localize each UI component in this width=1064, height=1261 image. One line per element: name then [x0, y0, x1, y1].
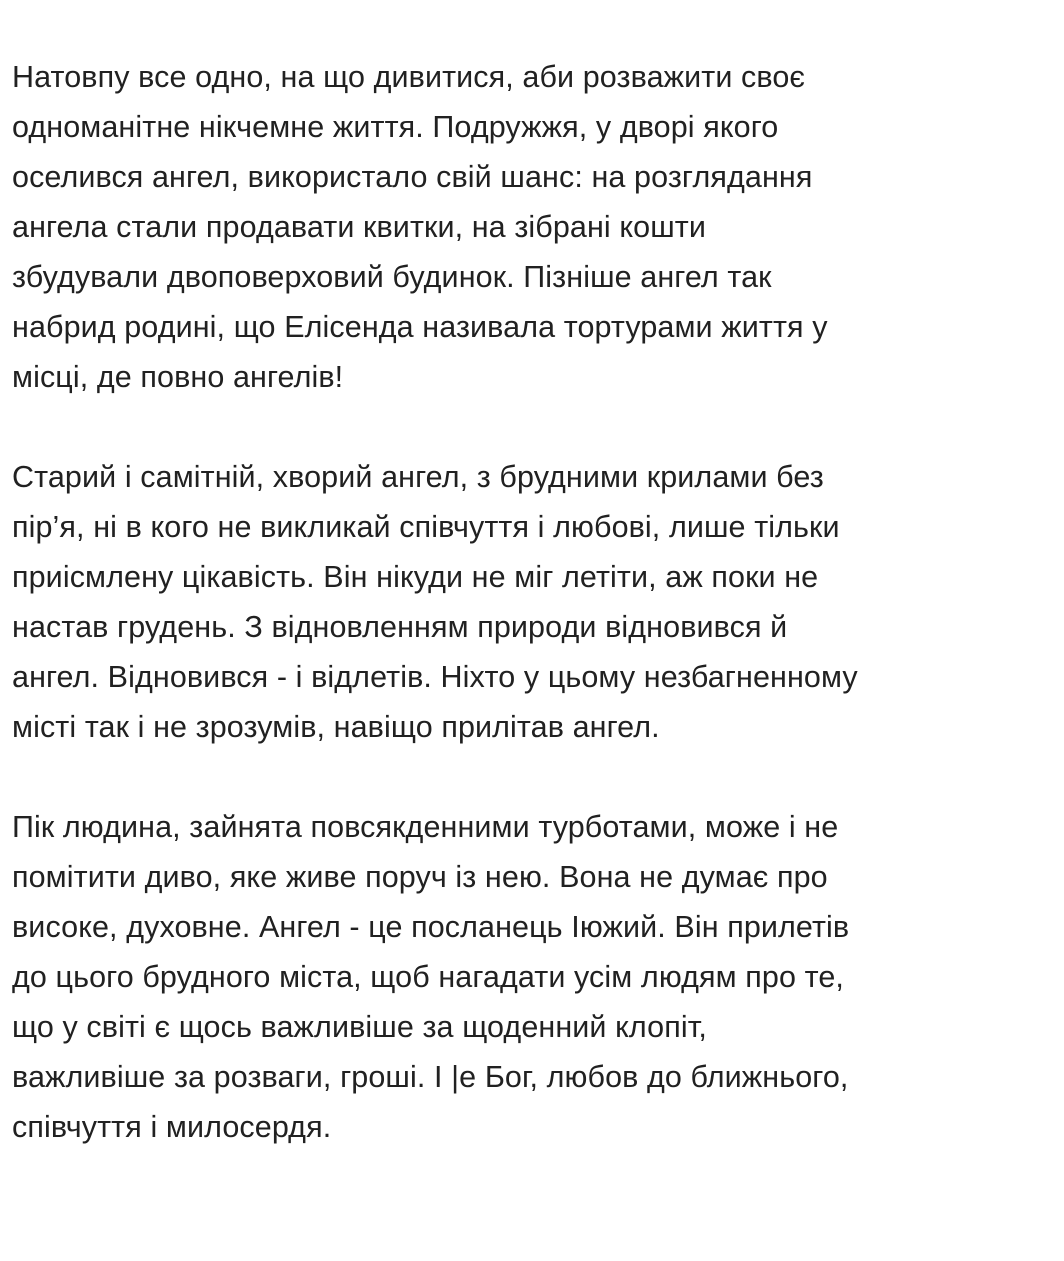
- text-line: набрид родині, що Елісенда називала тортурами життя у: [12, 310, 828, 344]
- text-line: помітити диво, яке живе поруч із нею. Вона не думає про: [12, 860, 828, 894]
- text-line: місті так і не зрозумів, навіщо прилітав ангел.: [12, 710, 660, 744]
- paragraph-3: [12, 802, 1052, 1152]
- text-line: високе, духовне. Ангел - це посланець Іюжий. Він прилетів: [12, 910, 850, 944]
- text-line: пір’я, ні в кого не викликай співчуття і любові, лише тільки: [12, 510, 840, 544]
- text-line: приісмлену цікавість. Він нікуди не міг летіти, аж поки не: [12, 560, 819, 594]
- paragraph-1: [12, 52, 1052, 402]
- text-line: до цього брудного міста, щоб нагадати усім людям про те,: [12, 960, 844, 994]
- text-line: Пік людина, зайнята повсякденними турботами, може і не: [12, 810, 839, 844]
- text-line: настав грудень. З відновленням природи відновився й: [12, 610, 788, 644]
- document-body: [12, 52, 1052, 1202]
- text-line: одноманітне нікчемне життя. Подружжя, у дворі якого: [12, 110, 779, 144]
- paragraph-2: [12, 452, 1052, 752]
- text-line: ангел. Відновився - і відлетів. Ніхто у цьому незбагненному: [12, 660, 858, 694]
- text-line: Старий і самітній, хворий ангел, з брудними крилами без: [12, 460, 824, 494]
- text-line: оселився ангел, використало свій шанс: на розглядання: [12, 160, 813, 194]
- text-line: співчуття і милосердя.: [12, 1110, 332, 1144]
- text-line: ангела стали продавати квитки, на зібрані кошти: [12, 210, 706, 244]
- text-line: що у світі є щось важливіше за щоденний клопіт,: [12, 1010, 707, 1044]
- text-line: важливіше за розваги, гроші. І |е Бог, любов до ближнього,: [12, 1060, 849, 1094]
- text-line: Натовпу все одно, на що дивитися, аби розважити своє: [12, 60, 806, 94]
- text-line: місці, де повно ангелів!: [12, 360, 344, 394]
- text-line: збудували двоповерховий будинок. Пізніше ангел так: [12, 260, 772, 294]
